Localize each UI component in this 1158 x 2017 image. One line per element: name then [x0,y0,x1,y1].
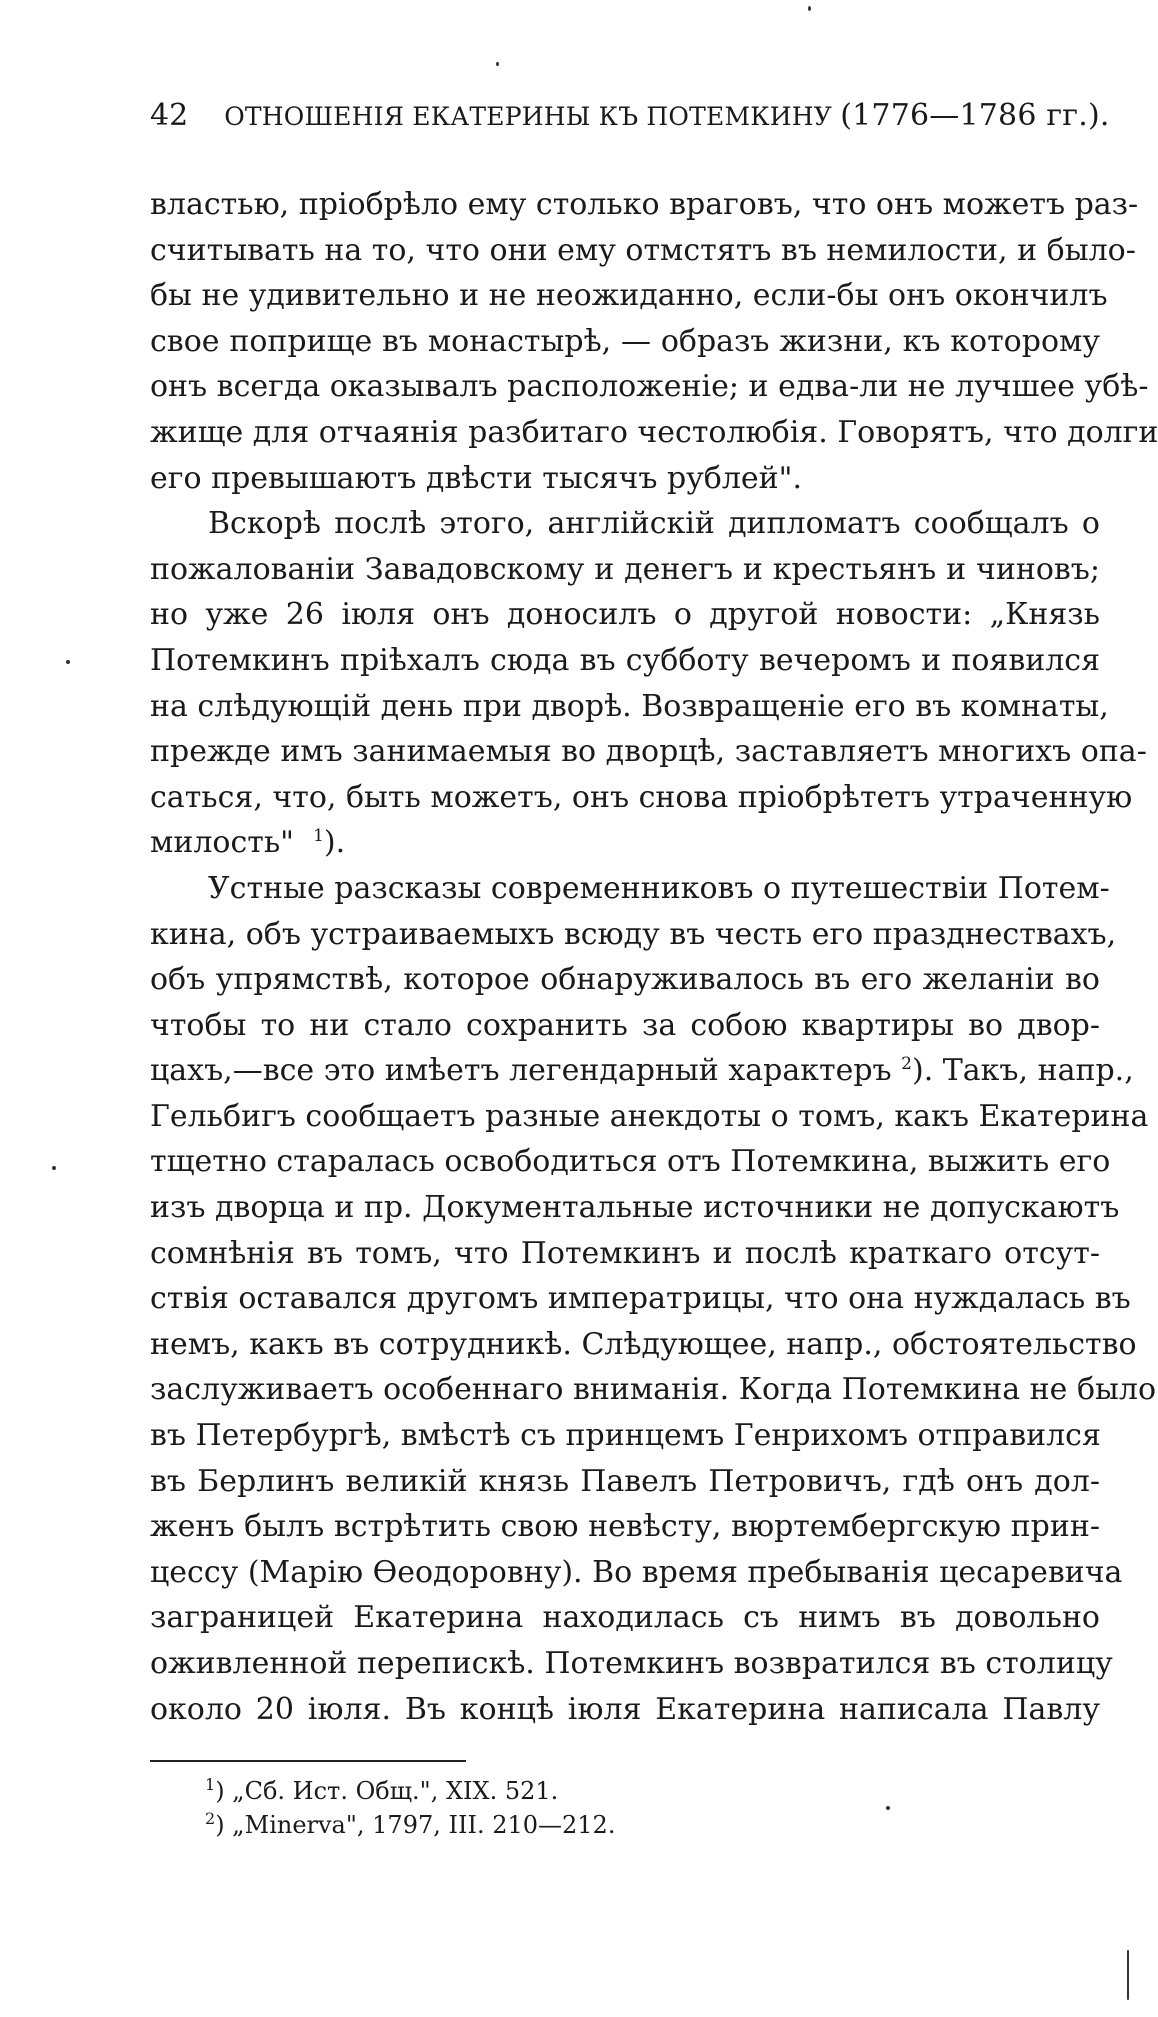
text-line: цессу (Марію Ѳеодоровну). Во время пребыванія цесаревича [150,1554,1123,1590]
scan-speck [1127,1950,1129,2000]
text-line [150,1048,1134,1094]
footnote-text: ) „Minerva", 1797, III. 210—212. [215,1811,616,1839]
text-line: саться, что, быть можетъ, онъ снова пріобрѣтетъ утраченную [150,779,1133,815]
text-line: около 20 іюля. Въ концѣ іюля Екатерина написала Павлу [150,1691,1100,1727]
text-line: женъ былъ встрѣтить свою невѣсту, вюртембергскую прин- [150,1509,1100,1545]
running-title-text: ОТНОШЕНІЯ ЕКАТЕРИНЫ КЪ ПОТЕМКИНУ [224,102,833,131]
text-line: Вскорѣ послѣ этого, англійскій дипломатъ сообщалъ о [208,506,1100,542]
footnote-item [205,1774,905,1808]
footnote-mark: 2 [205,1809,216,1828]
running-title [224,98,1109,133]
text-line: кина, объ устраиваемыхъ всюду въ честь его празднествахъ, [150,916,1117,952]
footnotes [205,1774,905,1842]
footnote-item [205,1808,905,1842]
running-title-years: (1776—1786 гг.). [840,98,1110,133]
scan-speck [66,660,70,664]
text-line: властью, пріобрѣло ему столько враговъ, что онъ можетъ раз- [150,187,1139,222]
footnote-divider [150,1760,466,1762]
text-line-fragment: ). Такъ, напр., [912,1053,1134,1089]
text-line-fragment: ). [323,825,346,861]
running-header [150,98,1110,142]
text-line: считывать на то, что они ему отмстятъ въ немилости, и было- [150,232,1136,268]
text-line: на слѣдующій день при дворѣ. Возвращеніе его въ комнаты, [150,688,1109,724]
scan-speck [496,62,499,66]
text-line: сомнѣнія въ томъ, что Потемкинъ и послѣ краткаго отсут- [150,1235,1100,1271]
text-line: заслуживаетъ особеннаго вниманія. Когда Потемкина не было [150,1372,1157,1408]
text-line: въ Берлинъ великій князь Павелъ Петровичъ, гдѣ онъ дол- [150,1463,1100,1499]
main-text [150,182,1158,1732]
text-line: прежде имъ занимаемыя во дворцѣ, заставляетъ многихъ опа- [150,734,1147,770]
text-line: тщетно старалась освободиться отъ Потемкина, выжить его [150,1144,1111,1180]
text-line: объ упрямствѣ, которое обнаруживалось въ его желаніи во [150,962,1100,998]
text-line-fragment: милость" [150,825,294,861]
text-line: немъ, какъ въ сотрудникѣ. Слѣдующее, напр., обстоятельство [150,1326,1137,1362]
text-line-fragment: цахъ,—все это имѣетъ легендарный характеръ [150,1053,892,1089]
scan-speck [808,6,811,11]
text-line: ствія оставался другомъ императрицы, что она нуждалась въ [150,1281,1131,1317]
text-line: Гельбигъ сообщаетъ разные анекдоты о томъ, какъ Екатерина [150,1098,1149,1134]
text-line: свое поприще въ монастырѣ, — образъ жизни, къ которому [150,323,1100,359]
text-line: оживленной перепискѣ. Потемкинъ возвратился въ столицу [150,1646,1113,1681]
text-line: но уже 26 іюля онъ доносилъ о другой новости: „Князь [150,597,1100,633]
text-line: Потемкинъ пріѣхалъ сюда въ субботу вечеромъ и появился [150,642,1100,678]
text-line: пожалованіи Завадовскому и денегъ и крестьянъ и чиновъ; [150,551,1100,587]
scan-speck [52,1166,56,1170]
text-line: Устные разсказы современниковъ о путешествіи Потем- [208,870,1110,906]
footnote-ref-2: 2 [901,1054,912,1075]
text-line: жище для отчаянія разбитаго честолюбія. Говорятъ, что долги [150,414,1158,450]
text-line [150,820,1100,866]
text-line: его превышаютъ двѣсти тысячъ рублей". [150,460,803,496]
page-number: 42 [150,98,189,133]
footnote-mark: 1 [205,1775,216,1794]
footnote-text: ) „Сб. Ист. Общ.", XIX. 521. [215,1777,559,1805]
text-line: въ Петербургѣ, вмѣстѣ съ принцемъ Генрихомъ отправился [150,1418,1101,1454]
text-line: онъ всегда оказывалъ расположеніе; и едва-ли не лучшее убѣ- [150,369,1149,405]
text-line: изъ дворца и пр. Документальные источники не допускаютъ [150,1190,1120,1226]
scan-speck [886,1806,890,1810]
text-line: чтобы то ни стало сохранить за собою квартиры во двор- [150,1007,1100,1043]
footnote-ref-1: 1 [313,826,324,847]
text-line: заграницей Екатерина находилась съ нимъ въ довольно [150,1600,1100,1636]
text-line: бы не удивительно и не неожиданно, если-бы онъ окончилъ [150,278,1108,314]
